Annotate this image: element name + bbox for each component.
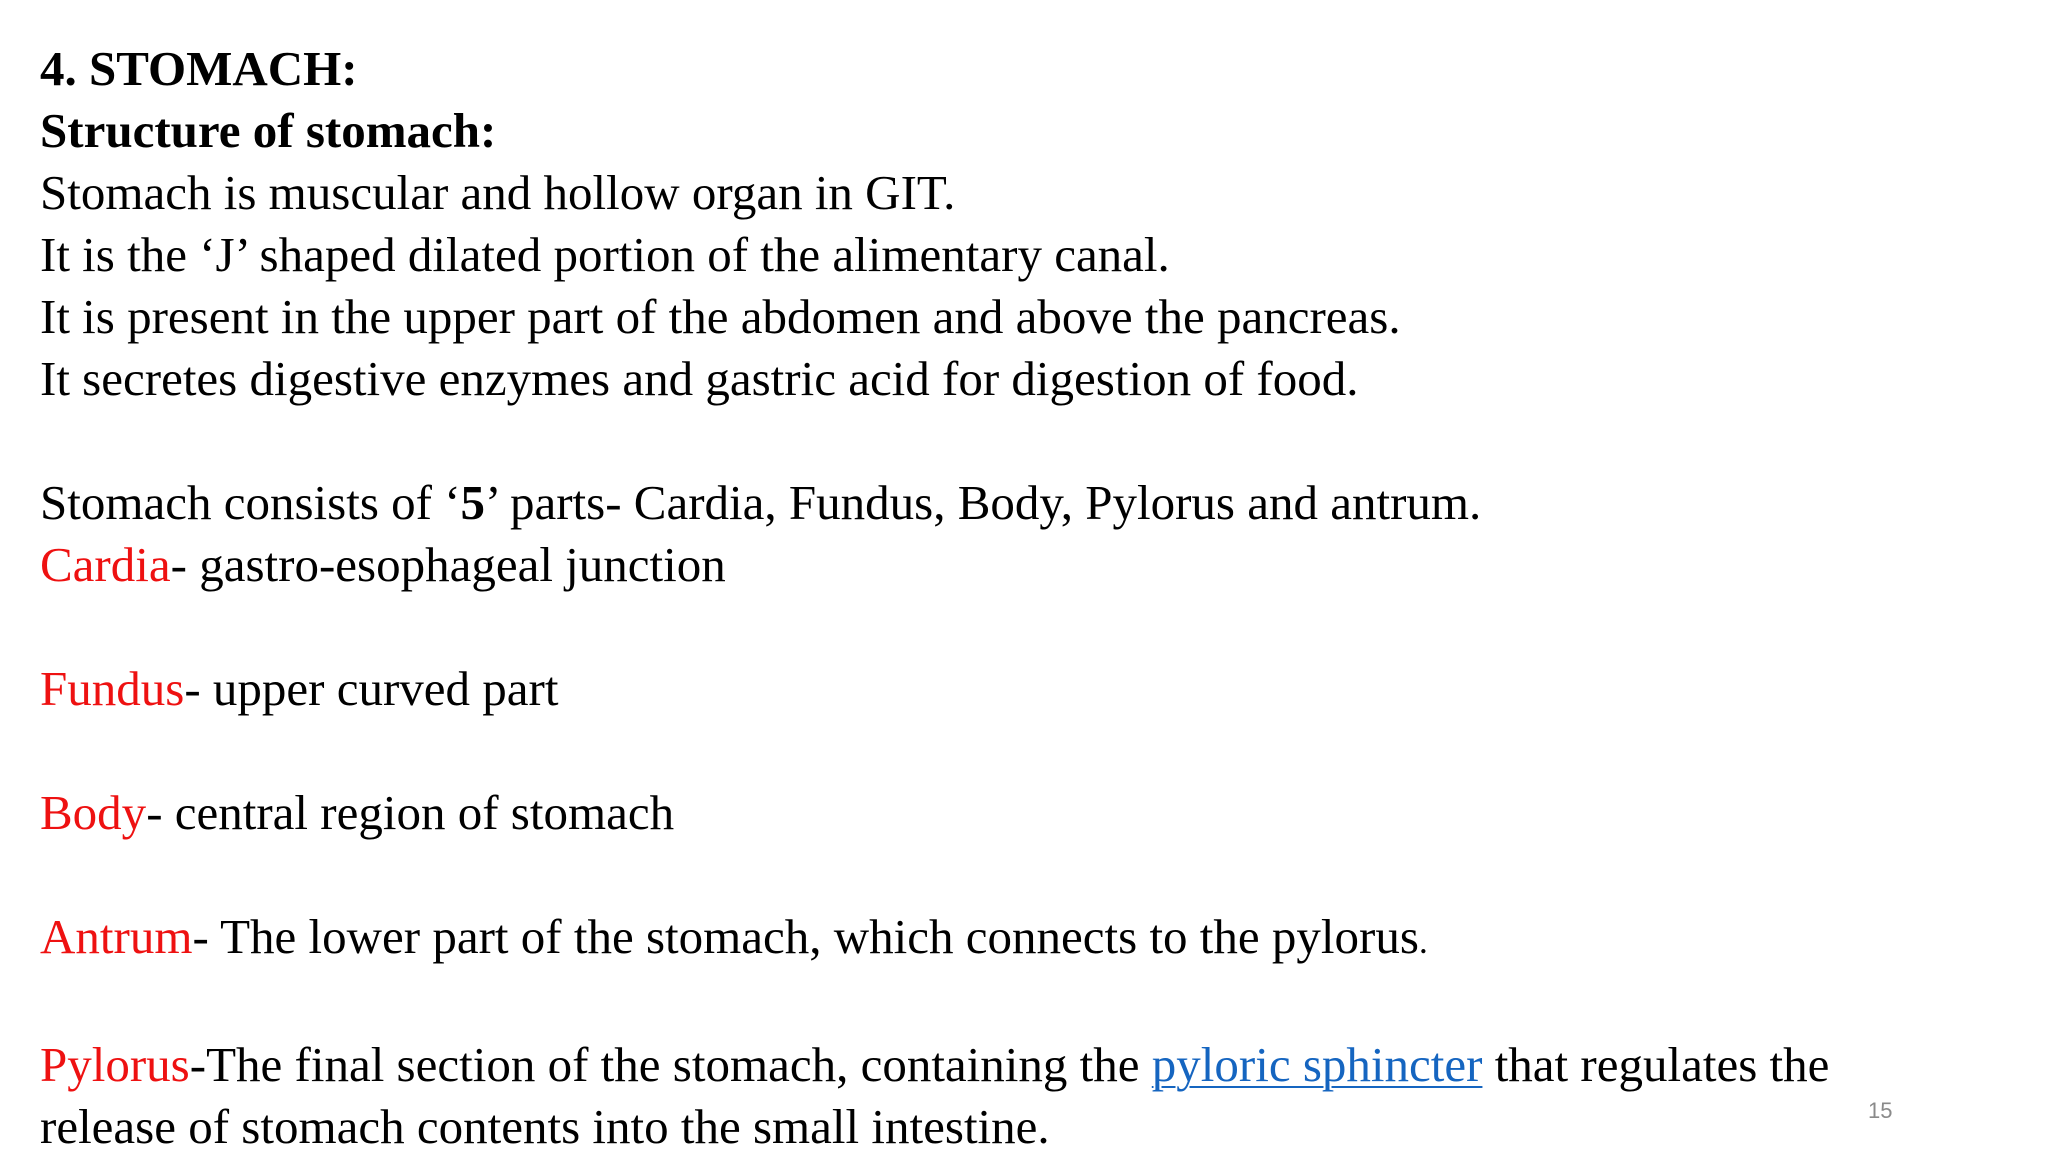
parts-count: 5 bbox=[460, 475, 486, 530]
parts-summary bbox=[40, 472, 2000, 534]
part-antrum bbox=[40, 906, 2000, 972]
term-pylorus: Pylorus bbox=[40, 1037, 190, 1092]
intro-line-3: It is present in the upper part of the abdomen and above the pancreas. bbox=[40, 289, 1401, 344]
part-fundus bbox=[40, 658, 2000, 720]
desc-pylorus-after: that regulates the bbox=[1482, 1037, 1830, 1092]
term-antrum: Antrum bbox=[40, 909, 193, 964]
desc-fundus: - upper curved part bbox=[184, 661, 559, 716]
term-fundus: Fundus bbox=[40, 661, 185, 716]
spacer bbox=[40, 720, 2000, 782]
desc-body: - central region of stomach bbox=[146, 785, 675, 840]
desc-cardia: - gastro-esophageal junction bbox=[170, 537, 726, 592]
parts-summary-suffix: ’ parts- Cardia, Fundus, Body, Pylorus and antrum. bbox=[485, 475, 1482, 530]
spacer bbox=[40, 972, 2000, 1034]
spacer bbox=[40, 410, 2000, 472]
part-cardia bbox=[40, 534, 2000, 596]
part-pylorus-line2: release of stomach contents into the small intestine. bbox=[40, 1099, 1050, 1154]
term-body: Body bbox=[40, 785, 147, 840]
parts-summary-prefix: Stomach consists of ‘ bbox=[40, 475, 461, 530]
intro-line-1: Stomach is muscular and hollow organ in GIT. bbox=[40, 165, 956, 220]
slide-subtitle: Structure of stomach: bbox=[40, 103, 497, 158]
spacer bbox=[40, 844, 2000, 906]
desc-antrum-end: . bbox=[1418, 921, 1428, 961]
spacer bbox=[40, 596, 2000, 658]
desc-antrum: - The lower part of the stomach, which connects to the pylorus bbox=[192, 909, 1419, 964]
intro-line-2: It is the ‘J’ shaped dilated portion of the alimentary canal. bbox=[40, 227, 1170, 282]
part-body bbox=[40, 782, 2000, 844]
pyloric-sphincter-link[interactable]: pyloric sphincter bbox=[1151, 1037, 1483, 1092]
slide-content bbox=[40, 38, 2000, 1158]
part-pylorus bbox=[40, 1034, 2000, 1096]
slide-title: 4. STOMACH: bbox=[40, 41, 358, 96]
desc-pylorus-before: -The final section of the stomach, containing the bbox=[189, 1037, 1152, 1092]
intro-line-4: It secretes digestive enzymes and gastric acid for digestion of food. bbox=[40, 351, 1359, 406]
page-number: 15 bbox=[1868, 1098, 1893, 1123]
term-cardia: Cardia bbox=[40, 537, 171, 592]
